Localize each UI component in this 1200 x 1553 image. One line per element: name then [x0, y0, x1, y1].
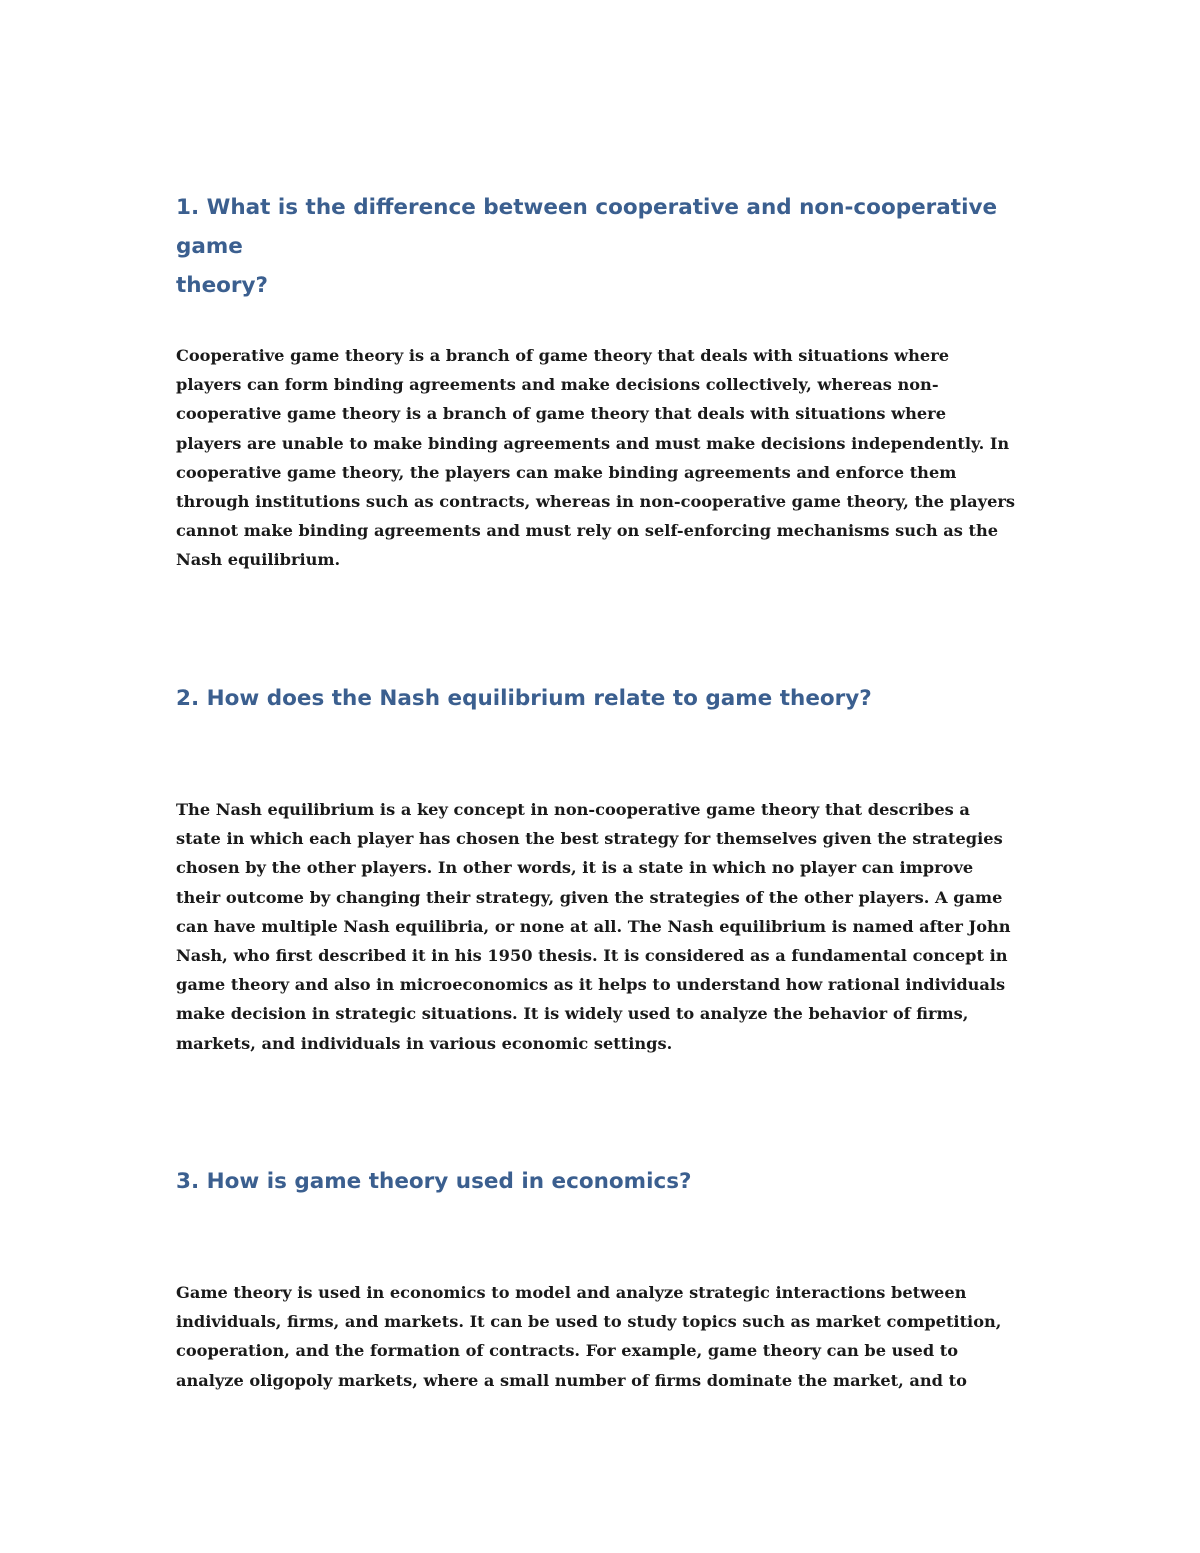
section-2-answer: [176, 795, 1026, 1058]
answer-line: make decision in strategic situations. It is widely used to analyze the behavior of firms,: [176, 1004, 969, 1024]
answer-line: cooperative game theory, the players can make binding agreements and enforce them: [176, 462, 957, 482]
answer-line: The Nash equilibrium is a key concept in non-cooperative game theory that describes a: [176, 800, 970, 819]
answer-line: can have multiple Nash equilibria, or none at all. The Nash equilibrium is named after John: [176, 916, 1011, 936]
answer-line: cannot make binding agreements and must rely on self-enforcing mechanisms such as the: [176, 521, 999, 541]
section-1-heading: [176, 188, 1036, 305]
heading-line: 1. What is the difference between cooperative and non-cooperative game: [176, 195, 998, 259]
answer-line: cooperation, and the formation of contracts. For example, game theory can be used to: [176, 1341, 959, 1361]
section-1-answer: [176, 341, 1026, 575]
answer-line: individuals, firms, and markets. It can be used to study topics such as market competition,: [176, 1312, 1002, 1332]
answer-line: cooperative game theory is a branch of game theory that deals with situations where: [176, 404, 946, 424]
section-2-heading: [176, 679, 1036, 718]
section-3-heading: [176, 1162, 1036, 1201]
answer-line: chosen by the other players. In other words, it is a state in which no player can improve: [176, 858, 974, 878]
answer-line: Nash equilibrium.: [176, 550, 341, 570]
heading-line: theory?: [176, 273, 269, 298]
answer-line: Cooperative game theory is a branch of game theory that deals with situations where: [176, 346, 950, 365]
answer-line: their outcome by changing their strategy, given the strategies of the other players. A game: [176, 887, 1003, 907]
answer-line: players can form binding agreements and make decisions collectively, whereas non-: [176, 375, 939, 395]
answer-line: game theory and also in microeconomics as it helps to understand how rational individuals: [176, 975, 1006, 995]
heading-line: 2. How does the Nash equilibrium relate to game theory?: [176, 686, 872, 711]
answer-line: through institutions such as contracts, whereas in non-cooperative game theory, the players: [176, 492, 1016, 512]
answer-line: state in which each player has chosen the best strategy for themselves given the strategies: [176, 829, 1003, 849]
heading-line: 3. How is game theory used in economics?: [176, 1169, 692, 1194]
answer-line: analyze oligopoly markets, where a small number of firms dominate the market, and to: [176, 1370, 967, 1390]
answer-line: players are unable to make binding agreements and must make decisions independently. In: [176, 433, 1010, 453]
answer-line: Nash, who first described it in his 1950 thesis. It is considered as a fundamental concept in: [176, 946, 1008, 966]
answer-line: markets, and individuals in various economic settings.: [176, 1033, 673, 1053]
section-3-answer: [176, 1278, 1026, 1395]
answer-line: Game theory is used in economics to model and analyze strategic interactions between: [176, 1283, 967, 1302]
